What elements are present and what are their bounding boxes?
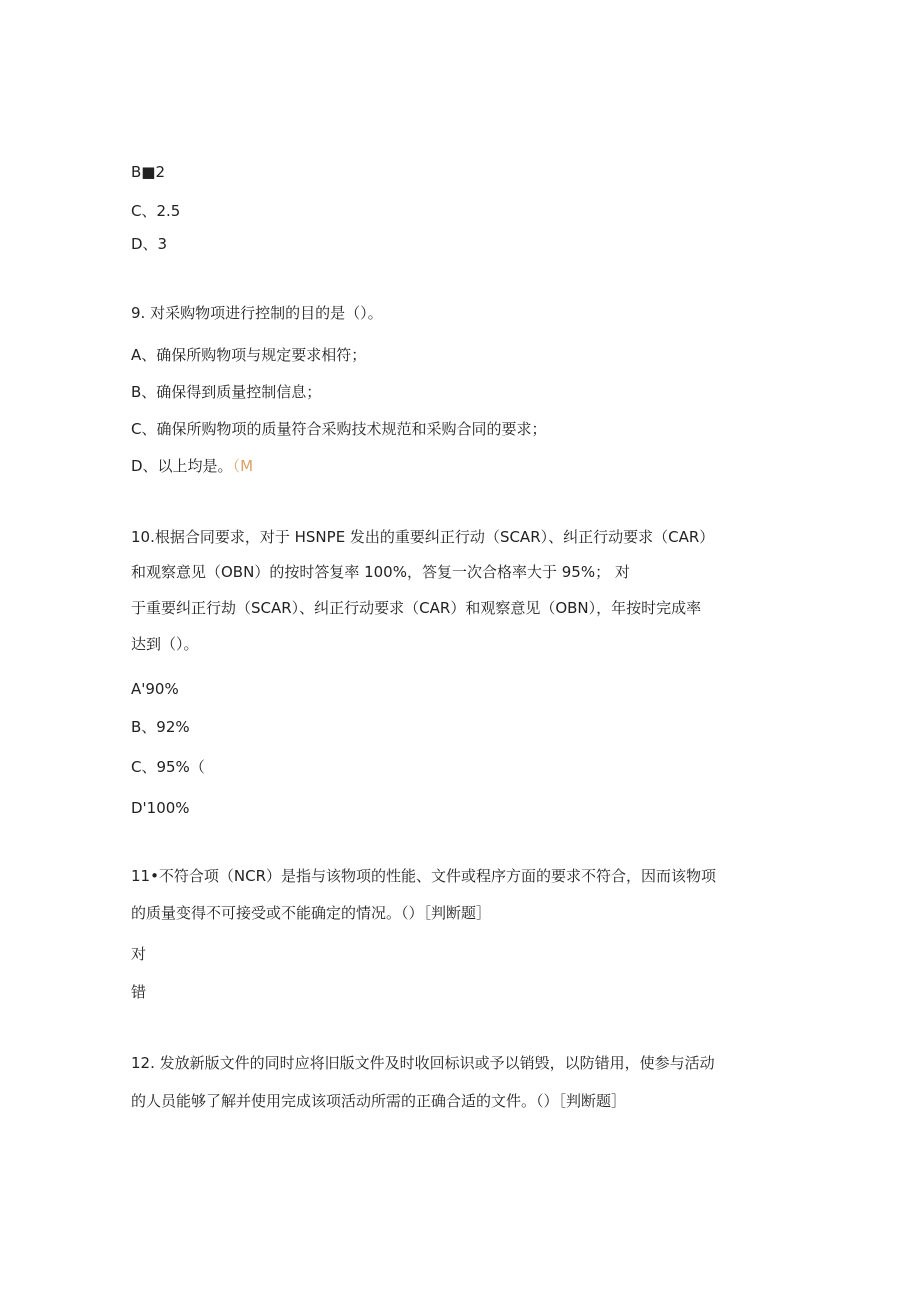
question-text-line: 于重要纠正行劫（SCAR）、纠正行动要求（CAR）和观察意见（OBN），年按时完成率 — [131, 599, 702, 617]
option-c[interactable]: C、95%（ — [131, 758, 205, 776]
question-text-line: 12. 发放新版文件的同时应将旧版文件及时收回标识或予以销毁，以防错用，使参与活动 — [131, 1054, 715, 1072]
answer-mark: （M — [232, 457, 254, 475]
option-b[interactable]: B、确保得到质量控制信息； — [131, 383, 322, 401]
question-text-line: 11•不符合项（NCR）是指与该物项的性能、文件或程序方面的要求不符合，因而该物项 — [131, 867, 717, 885]
option-d[interactable] — [131, 456, 253, 476]
option-a[interactable]: A'90% — [131, 680, 179, 698]
option-false[interactable]: 错 — [131, 983, 147, 1001]
option-d[interactable]: D'100% — [131, 799, 190, 817]
option-a[interactable]: A、确保所购物项与规定要求相符； — [131, 346, 367, 364]
question-text-line: 的人员能够了解并使用完成该项活动所需的正确合适的文件。（）［判断题］ — [131, 1092, 627, 1110]
question-text-line: 的质量变得不可接受或不能确定的情况。（）［判断题］ — [131, 904, 492, 922]
question-text-line: 和观察意见（OBN）的按时答复率 100%，答复一次合格率大于 95%； 对 — [131, 563, 630, 581]
option-true[interactable]: 对 — [131, 945, 147, 963]
option-d[interactable]: D、3 — [131, 235, 168, 253]
option-b[interactable]: B、92% — [131, 718, 190, 736]
option-c[interactable]: C、2.5 — [131, 202, 181, 220]
option-d-label: D、以上均是。 — [131, 457, 233, 475]
option-b[interactable]: B■2 — [131, 163, 166, 181]
question-text-line: 达到（）。 — [131, 635, 199, 653]
option-c[interactable]: C、确保所购物项的质量符合采购技术规范和采购合同的要求； — [131, 420, 547, 438]
question-text-line: 10.根据合同要求，对于 HSNPE 发出的重要纠正行动（SCAR）、纠正行动要求（CAR） — [131, 528, 715, 546]
question-text: 9. 对采购物项进行控制的目的是（）。 — [131, 304, 383, 322]
